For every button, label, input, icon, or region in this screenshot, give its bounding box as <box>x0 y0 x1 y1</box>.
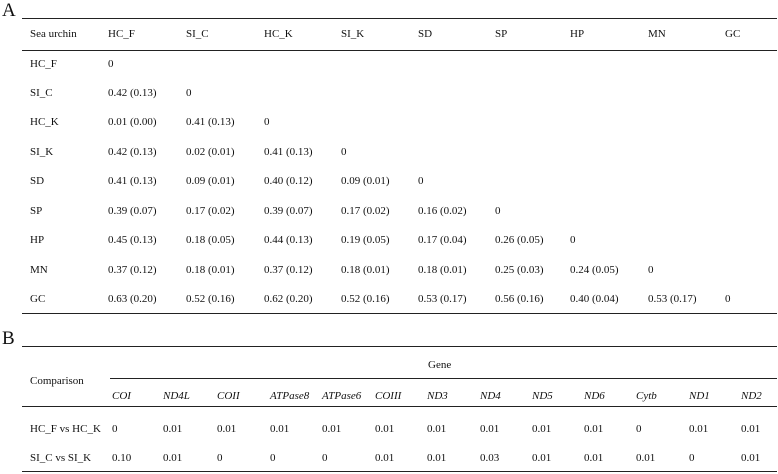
panel-b-label: B <box>2 328 15 349</box>
table-b-gene-header: ND4 <box>480 390 501 402</box>
table-a-cell: 0.52 (0.16) <box>341 293 390 305</box>
table-a-cell: 0.40 (0.12) <box>264 175 313 187</box>
table-b-gene-header: ND4L <box>163 390 190 402</box>
table-a-row-label: SI_K <box>30 146 54 158</box>
table-a-cell: 0.44 (0.13) <box>264 234 313 246</box>
table-b-cell: 0 <box>270 452 276 464</box>
table-b-group-header: Gene <box>428 359 452 371</box>
table-b-cell: 0.03 <box>480 452 500 464</box>
table-b-gene-header: ATPase6 <box>322 390 362 402</box>
table-b-gene-header: ND6 <box>584 390 605 402</box>
table-a-cell: 0 <box>264 116 270 128</box>
table-b-cell: 0 <box>322 452 328 464</box>
table-b-cell: 0.01 <box>584 452 604 464</box>
table-b-gene-rule <box>110 378 777 379</box>
table-a-cell: 0 <box>495 205 501 217</box>
table-a-header-rule <box>22 50 777 51</box>
table-a-cell: 0.41 (0.13) <box>264 146 313 158</box>
table-a-cell: 0.53 (0.17) <box>418 293 467 305</box>
table-a-cell: 0.24 (0.05) <box>570 264 619 276</box>
table-a-cell: 0 <box>341 146 347 158</box>
table-a-cell: 0.17 (0.02) <box>341 205 390 217</box>
table-b-header-rule <box>22 406 777 407</box>
table-b-cell: 0.01 <box>741 423 761 435</box>
table-a-row-label: MN <box>30 264 48 276</box>
table-a-column-header: HC_K <box>264 28 293 40</box>
table-a-column-header: MN <box>648 28 666 40</box>
table-b-gene-header: COIII <box>375 390 402 402</box>
table-b-cell: 0.01 <box>741 452 761 464</box>
table-b-cell: 0.01 <box>532 452 552 464</box>
table-a-column-header: HC_F <box>108 28 135 40</box>
table-a-cell: 0.42 (0.13) <box>108 87 157 99</box>
table-a-column-header: HP <box>570 28 585 40</box>
table-a-cell: 0.26 (0.05) <box>495 234 544 246</box>
table-a-column-header: GC <box>725 28 741 40</box>
table-a-cell: 0.63 (0.20) <box>108 293 157 305</box>
table-a-cell: 0.37 (0.12) <box>108 264 157 276</box>
table-a-corner-header: Sea urchin <box>30 28 77 40</box>
table-a-top-rule <box>22 18 777 19</box>
table-b-cell: 0 <box>689 452 695 464</box>
table-a-row-label: HC_F <box>30 58 57 70</box>
table-b-gene-header: COI <box>112 390 131 402</box>
table-a-column-header: SI_C <box>186 28 209 40</box>
table-a-cell: 0 <box>570 234 576 246</box>
table-b-cell: 0.01 <box>375 452 395 464</box>
table-a-cell: 0.18 (0.05) <box>186 234 235 246</box>
table-b-top-rule <box>22 346 777 347</box>
table-a-row-label: SP <box>30 205 43 217</box>
table-a-cell: 0.41 (0.13) <box>108 175 157 187</box>
table-a-cell: 0.39 (0.07) <box>108 205 157 217</box>
table-b-gene-header: COII <box>217 390 240 402</box>
table-b-gene-header: ND5 <box>532 390 553 402</box>
table-a-row-label: HP <box>30 234 45 246</box>
table-b-gene-header: Cytb <box>636 390 657 402</box>
table-b-cell: 0.01 <box>689 423 709 435</box>
table-a-cell: 0.19 (0.05) <box>341 234 390 246</box>
table-b-cell: 0.01 <box>532 423 552 435</box>
table-b-cell: 0.01 <box>584 423 604 435</box>
table-b-cell: 0.01 <box>163 452 183 464</box>
table-a-bottom-rule <box>22 313 777 314</box>
table-a-cell: 0 <box>186 87 192 99</box>
table-a-cell: 0.09 (0.01) <box>341 175 390 187</box>
table-a-cell: 0.56 (0.16) <box>495 293 544 305</box>
table-b-gene-header: ND2 <box>741 390 762 402</box>
table-a-column-header: SD <box>418 28 433 40</box>
table-b-cell: 0.01 <box>427 423 447 435</box>
table-a-row-label: SI_C <box>30 87 53 99</box>
table-b-row-label: SI_C vs SI_K <box>30 452 92 464</box>
table-a-row-label: SD <box>30 175 45 187</box>
table-a-cell: 0 <box>725 293 731 305</box>
table-a-cell: 0.45 (0.13) <box>108 234 157 246</box>
table-a-cell: 0.16 (0.02) <box>418 205 467 217</box>
panel-a-label: A <box>2 0 16 21</box>
table-b-corner-header: Comparison <box>30 375 84 387</box>
table-a-cell: 0.42 (0.13) <box>108 146 157 158</box>
table-a-cell: 0 <box>648 264 654 276</box>
table-b-cell: 0.01 <box>636 452 656 464</box>
table-a-cell: 0.18 (0.01) <box>186 264 235 276</box>
table-a-column-header: SP <box>495 28 508 40</box>
table-a-cell: 0.62 (0.20) <box>264 293 313 305</box>
table-a-cell: 0.01 (0.00) <box>108 116 157 128</box>
table-b-cell: 0.10 <box>112 452 132 464</box>
table-a-cell: 0.17 (0.04) <box>418 234 467 246</box>
table-a-cell: 0.39 (0.07) <box>264 205 313 217</box>
table-a-column-header: SI_K <box>341 28 365 40</box>
table-a-cell: 0.53 (0.17) <box>648 293 697 305</box>
table-a-cell: 0 <box>418 175 424 187</box>
table-b-cell: 0.01 <box>217 423 237 435</box>
table-b-gene-header: ND1 <box>689 390 710 402</box>
table-b-cell: 0 <box>217 452 223 464</box>
table-b-cell: 0.01 <box>375 423 395 435</box>
table-a-cell: 0.25 (0.03) <box>495 264 544 276</box>
table-a-cell: 0.41 (0.13) <box>186 116 235 128</box>
table-a-cell: 0.40 (0.04) <box>570 293 619 305</box>
table-b-cell: 0.01 <box>270 423 290 435</box>
table-a-cell: 0.09 (0.01) <box>186 175 235 187</box>
table-b-bottom-rule <box>22 471 777 472</box>
table-b-cell: 0.01 <box>163 423 183 435</box>
table-b-cell: 0.01 <box>427 452 447 464</box>
table-b-gene-header: ND3 <box>427 390 448 402</box>
table-a-cell: 0.18 (0.01) <box>341 264 390 276</box>
table-b-cell: 0.01 <box>322 423 342 435</box>
table-b-cell: 0 <box>112 423 118 435</box>
table-b-cell: 0.01 <box>480 423 500 435</box>
table-a-cell: 0 <box>108 58 114 70</box>
table-a-row-label: GC <box>30 293 46 305</box>
table-a-cell: 0.17 (0.02) <box>186 205 235 217</box>
table-a-cell: 0.37 (0.12) <box>264 264 313 276</box>
table-a-cell: 0.02 (0.01) <box>186 146 235 158</box>
table-a-cell: 0.52 (0.16) <box>186 293 235 305</box>
table-a-row-label: HC_K <box>30 116 59 128</box>
table-b-gene-header: ATPase8 <box>270 390 310 402</box>
table-a-cell: 0.18 (0.01) <box>418 264 467 276</box>
table-b-cell: 0 <box>636 423 642 435</box>
table-b-row-label: HC_F vs HC_K <box>30 423 101 435</box>
